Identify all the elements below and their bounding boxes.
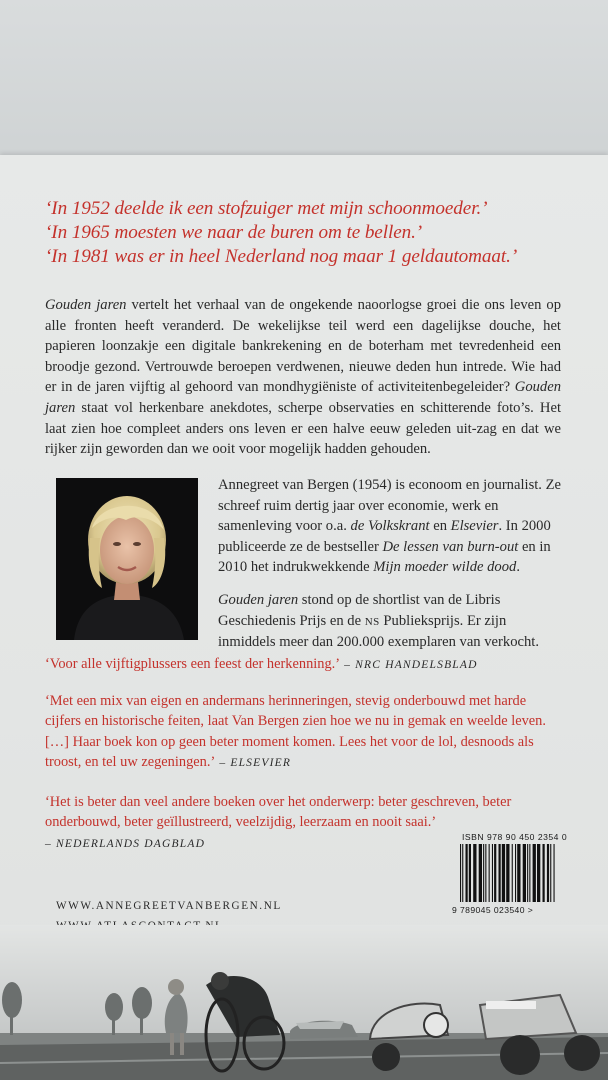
barcode-bar [492,844,493,902]
barcode-bar [483,844,484,902]
bio-text: en in 2010 het indrukwekkende [218,538,551,576]
bio-text: Annegreet van Bergen (1954) is econoom en journalist. Ze schreef ruim dertig jaar over economie, werk en samenleving voor o.a. [218,477,561,535]
book-title: Mijn moeder wilde dood [373,559,517,576]
bio-text: en [429,518,451,535]
blurb-text: vertelt het verhaal van de ongekende naoorlogse groei die ons leven op alle fronten heeft veranderd. De wekelijkse teil werd een dagelijkse douche, het papieren loonzakje een digitale bankrekening en de boterham met tevredenheid een broodje gezond. Vertrouwde beroepen verdwenen, nieuwe deden hun intrede. Wie had er in de jaren vijftig al gehoord van mondhygiëniste of activiteitenbegeleider? [45,297,561,396]
barcode-bar [517,844,520,902]
barcode-bar [473,844,476,902]
review-text: ‘Het is beter dan veel andere boeken over het onderwerp: beter geschreven, beter onderbouwd, beter geïllustreerd, veelzijdig, leerzaam en nooit saai.’ [45,794,512,831]
barcode-bar [547,844,549,902]
cover-photo-roadside-scene [0,925,608,1080]
isbn-number: ISBN 978 90 450 2354 0 [462,832,568,842]
barcode-bar [515,844,516,902]
barcode-bar [462,844,463,902]
quote-line: ‘In 1965 moesten we naar de buren om te bellen.’ [45,222,423,243]
review-quote [45,654,565,675]
review-quote [45,691,565,774]
review-text: ‘Voor alle vijftigplussers een feest der herkenning.’ [45,656,341,672]
book-title: Gouden jaren [45,379,561,416]
website-link: WWW.ANNEGREETVANBERGEN.NL [56,900,282,912]
bio-text: Publieksprijs. Er zijn inmiddels meer dan 200.000 exemplaren van verkocht. [218,612,539,651]
barcode-bar [550,844,551,902]
barcode-bar [554,844,555,902]
review-source: – ELSEVIER [215,757,292,770]
author-portrait-image [56,478,198,640]
book-title: Gouden jaren [218,591,299,608]
isbn-barcode [452,832,608,918]
book-title: De lessen van burn-out [382,538,519,555]
barcode-bar [466,844,468,902]
barcode-bar [494,844,496,902]
barcode-bar [523,844,526,902]
barcode-bar [485,844,486,902]
quote-line: ‘In 1952 deelde ik een stofzuiger met mijn schoonmoeder.’ [45,198,488,219]
barcode-bar [512,844,513,902]
barcode-bar [502,844,505,902]
barcode-bar [533,844,536,902]
barcode-bar [499,844,501,902]
barcode-bar [460,844,461,902]
barcode-bar [543,844,545,902]
author-photo [56,478,198,640]
barcode-bar [469,844,471,902]
author-bio [218,475,565,653]
background-surface [0,0,608,160]
bio-text: . In 2000 publiceerde ze de bestseller [218,518,551,555]
publication-title: de Volkskrant [350,518,430,535]
barcode-bar [506,844,509,902]
bio-text: stond op de shortlist van de Libris Geschiedenis Prijs en de [218,591,501,629]
review-source: – NRC HANDELSBLAD [340,659,478,671]
prize-paragraph [218,590,565,653]
barcode-bar [527,844,528,902]
bio-text: . [516,559,520,576]
review-text: ‘Met een mix van eigen en andermans herinneringen, stevig onderbouwd met harde cijfers en historische feiten, laat Van Bergen zien hoe we nu in gemak en weelde leven. […] Haar boek kon op geen beter moment komen. Lees het voor de lol, desnoods als troost, en tel uw zegeningen.’ [45,693,546,771]
blurb-paragraph [45,295,561,460]
opening-quotes [45,197,605,269]
blurb-text: staat vol herkenbare anekdotes, scherpe observaties en schitterende foto’s. Het laat zien hoe compleet anders ons leven er een halve eeuw geleden uit-zag en dat we rijker zijn geworden dan we ooit voor mogelijk hadden gehouden. [45,399,561,458]
review-source: – NEDERLANDS DAGBLAD [45,837,206,850]
book-title: Gouden jaren [45,297,127,313]
barcode-digits: 9 789045 023540 > [452,905,534,915]
quote-line: ‘In 1981 was er in heel Nederland nog maar 1 geldautomaat.’ [45,246,518,267]
barcode-bar [537,844,540,902]
barcode-bar [529,844,530,902]
ns-abbreviation: NS [364,615,380,628]
barcode-bars [458,844,600,906]
publication-title: Elsevier [450,518,499,535]
barcode-bar [489,844,490,902]
book-back-cover [0,155,608,1080]
author-bio-paragraph [218,475,565,578]
barcode-bar [479,844,482,902]
